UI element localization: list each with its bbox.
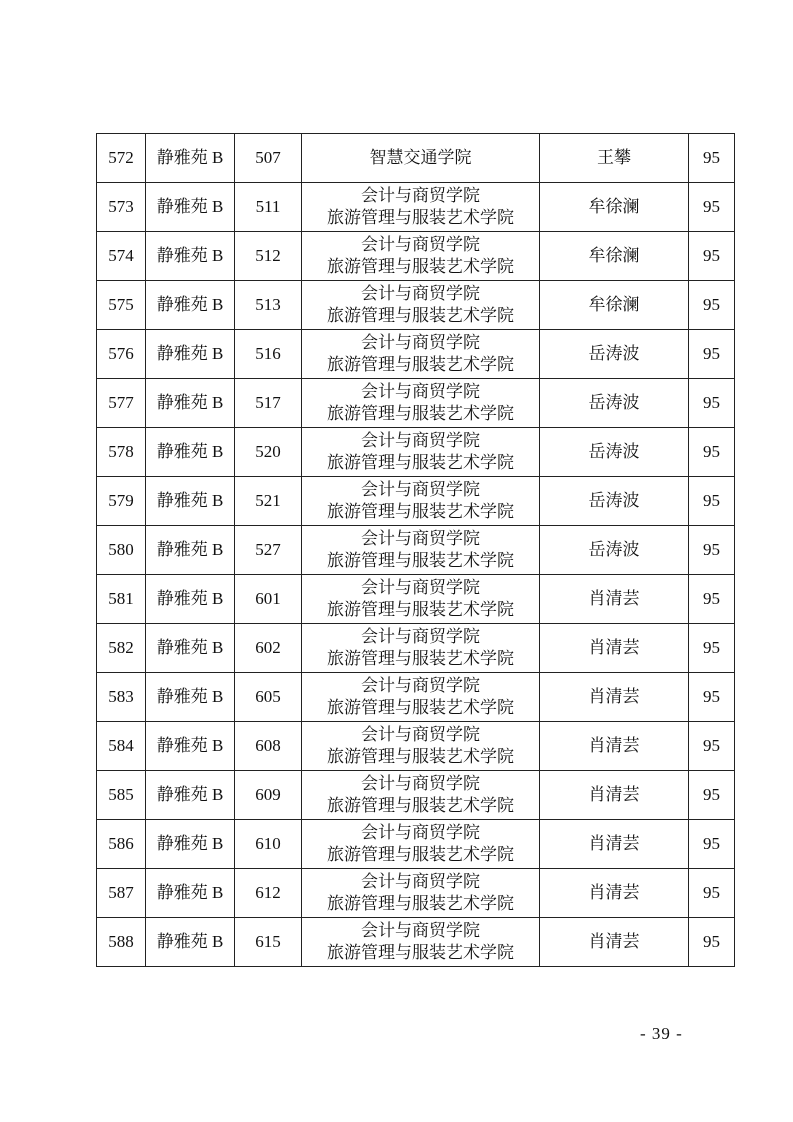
college-name: 会计与商贸学院: [361, 627, 480, 646]
college-name: 旅游管理与服装艺术学院: [327, 551, 514, 570]
college-name: 旅游管理与服装艺术学院: [327, 404, 514, 423]
row-number-cell: 588: [97, 918, 146, 967]
row-number-cell: 587: [97, 869, 146, 918]
score-cell: 95: [689, 624, 735, 673]
score-cell: 95: [689, 379, 735, 428]
table-row: [97, 428, 735, 477]
row-number-cell: 580: [97, 526, 146, 575]
room-number-cell: 612: [235, 869, 302, 918]
manager-cell: 牟徐澜: [540, 281, 689, 330]
table-row: [97, 624, 735, 673]
room-number-cell: 520: [235, 428, 302, 477]
manager-cell: 岳涛波: [540, 428, 689, 477]
college-name: 旅游管理与服装艺术学院: [327, 698, 514, 717]
manager-cell: 岳涛波: [540, 526, 689, 575]
table-row: [97, 820, 735, 869]
college-name: 旅游管理与服装艺术学院: [327, 747, 514, 766]
college-cell: [302, 673, 540, 722]
score-cell: 95: [689, 428, 735, 477]
college-name: 会计与商贸学院: [361, 529, 480, 548]
college-name: 旅游管理与服装艺术学院: [327, 796, 514, 815]
college-name: 会计与商贸学院: [361, 186, 480, 205]
row-number-cell: 582: [97, 624, 146, 673]
row-number-cell: 585: [97, 771, 146, 820]
college-name: 会计与商贸学院: [361, 676, 480, 695]
building-cell: 静雅苑 B: [146, 722, 235, 771]
college-name: 旅游管理与服装艺术学院: [327, 845, 514, 864]
row-number-cell: 579: [97, 477, 146, 526]
manager-cell: 肖清芸: [540, 918, 689, 967]
manager-cell: 岳涛波: [540, 330, 689, 379]
room-number-cell: 527: [235, 526, 302, 575]
score-cell: 95: [689, 477, 735, 526]
building-cell: 静雅苑 B: [146, 526, 235, 575]
score-cell: 95: [689, 183, 735, 232]
table-row: [97, 477, 735, 526]
building-cell: 静雅苑 B: [146, 428, 235, 477]
college-name: 旅游管理与服装艺术学院: [327, 257, 514, 276]
college-name: 会计与商贸学院: [361, 431, 480, 450]
room-number-cell: 517: [235, 379, 302, 428]
college-name: 旅游管理与服装艺术学院: [327, 306, 514, 325]
room-number-cell: 615: [235, 918, 302, 967]
college-name: 会计与商贸学院: [361, 774, 480, 793]
building-cell: 静雅苑 B: [146, 673, 235, 722]
row-number-cell: 584: [97, 722, 146, 771]
college-cell: [302, 330, 540, 379]
college-cell: [302, 134, 540, 183]
college-name: 旅游管理与服装艺术学院: [327, 453, 514, 472]
room-number-cell: 602: [235, 624, 302, 673]
building-cell: 静雅苑 B: [146, 771, 235, 820]
score-cell: 95: [689, 820, 735, 869]
college-cell: [302, 575, 540, 624]
score-cell: 95: [689, 722, 735, 771]
manager-cell: 肖清芸: [540, 624, 689, 673]
college-name: 会计与商贸学院: [361, 578, 480, 597]
row-number-cell: 573: [97, 183, 146, 232]
building-cell: 静雅苑 B: [146, 330, 235, 379]
room-number-cell: 513: [235, 281, 302, 330]
room-number-cell: 507: [235, 134, 302, 183]
score-cell: 95: [689, 526, 735, 575]
college-name: 智慧交通学院: [369, 148, 472, 167]
room-number-cell: 608: [235, 722, 302, 771]
room-number-cell: 609: [235, 771, 302, 820]
manager-cell: 肖清芸: [540, 722, 689, 771]
college-name: 会计与商贸学院: [361, 921, 480, 940]
college-name: 旅游管理与服装艺术学院: [327, 894, 514, 913]
building-cell: 静雅苑 B: [146, 183, 235, 232]
college-name: 会计与商贸学院: [361, 284, 480, 303]
building-cell: 静雅苑 B: [146, 379, 235, 428]
row-number-cell: 577: [97, 379, 146, 428]
score-cell: 95: [689, 330, 735, 379]
college-name: 旅游管理与服装艺术学院: [327, 502, 514, 521]
room-number-cell: 601: [235, 575, 302, 624]
building-cell: 静雅苑 B: [146, 624, 235, 673]
row-number-cell: 572: [97, 134, 146, 183]
building-cell: 静雅苑 B: [146, 134, 235, 183]
manager-cell: 岳涛波: [540, 379, 689, 428]
college-cell: [302, 526, 540, 575]
building-cell: 静雅苑 B: [146, 232, 235, 281]
row-number-cell: 581: [97, 575, 146, 624]
table-row: [97, 232, 735, 281]
table-row: [97, 918, 735, 967]
college-cell: [302, 820, 540, 869]
table-row: [97, 526, 735, 575]
room-number-cell: 610: [235, 820, 302, 869]
page-number: - 39 -: [640, 1024, 683, 1043]
building-cell: 静雅苑 B: [146, 575, 235, 624]
table-row: [97, 379, 735, 428]
room-number-cell: 512: [235, 232, 302, 281]
college-name: 会计与商贸学院: [361, 725, 480, 744]
table-row: [97, 673, 735, 722]
score-cell: 95: [689, 869, 735, 918]
manager-cell: 肖清芸: [540, 869, 689, 918]
row-number-cell: 578: [97, 428, 146, 477]
dormitory-table: [96, 133, 735, 967]
building-cell: 静雅苑 B: [146, 918, 235, 967]
college-cell: [302, 869, 540, 918]
manager-cell: 肖清芸: [540, 771, 689, 820]
college-name: 会计与商贸学院: [361, 872, 480, 891]
row-number-cell: 586: [97, 820, 146, 869]
manager-cell: 牟徐澜: [540, 232, 689, 281]
manager-cell: 肖清芸: [540, 820, 689, 869]
college-name: 旅游管理与服装艺术学院: [327, 208, 514, 227]
score-cell: 95: [689, 575, 735, 624]
table-body: [97, 134, 735, 967]
table-row: [97, 183, 735, 232]
table-row: [97, 771, 735, 820]
manager-cell: 肖清芸: [540, 575, 689, 624]
building-cell: 静雅苑 B: [146, 869, 235, 918]
college-cell: [302, 232, 540, 281]
college-name: 会计与商贸学院: [361, 382, 480, 401]
building-cell: 静雅苑 B: [146, 820, 235, 869]
row-number-cell: 574: [97, 232, 146, 281]
college-name: 会计与商贸学院: [361, 333, 480, 352]
college-name: 旅游管理与服装艺术学院: [327, 355, 514, 374]
room-number-cell: 516: [235, 330, 302, 379]
score-cell: 95: [689, 134, 735, 183]
table-row: [97, 869, 735, 918]
college-cell: [302, 918, 540, 967]
score-cell: 95: [689, 232, 735, 281]
room-number-cell: 605: [235, 673, 302, 722]
row-number-cell: 576: [97, 330, 146, 379]
room-number-cell: 521: [235, 477, 302, 526]
room-number-cell: 511: [235, 183, 302, 232]
college-name: 会计与商贸学院: [361, 823, 480, 842]
table-row: [97, 722, 735, 771]
college-cell: [302, 771, 540, 820]
score-cell: 95: [689, 673, 735, 722]
building-cell: 静雅苑 B: [146, 477, 235, 526]
table-row: [97, 134, 735, 183]
table-row: [97, 281, 735, 330]
college-cell: [302, 722, 540, 771]
college-cell: [302, 477, 540, 526]
college-name: 会计与商贸学院: [361, 235, 480, 254]
score-cell: 95: [689, 771, 735, 820]
college-name: 旅游管理与服装艺术学院: [327, 943, 514, 962]
row-number-cell: 583: [97, 673, 146, 722]
college-name: 会计与商贸学院: [361, 480, 480, 499]
college-cell: [302, 379, 540, 428]
table-row: [97, 575, 735, 624]
college-cell: [302, 281, 540, 330]
manager-cell: 王攀: [540, 134, 689, 183]
score-cell: 95: [689, 918, 735, 967]
score-cell: 95: [689, 281, 735, 330]
row-number-cell: 575: [97, 281, 146, 330]
college-cell: [302, 624, 540, 673]
college-cell: [302, 428, 540, 477]
manager-cell: 肖清芸: [540, 673, 689, 722]
college-name: 旅游管理与服装艺术学院: [327, 649, 514, 668]
table-row: [97, 330, 735, 379]
college-cell: [302, 183, 540, 232]
manager-cell: 牟徐澜: [540, 183, 689, 232]
building-cell: 静雅苑 B: [146, 281, 235, 330]
manager-cell: 岳涛波: [540, 477, 689, 526]
college-name: 旅游管理与服装艺术学院: [327, 600, 514, 619]
